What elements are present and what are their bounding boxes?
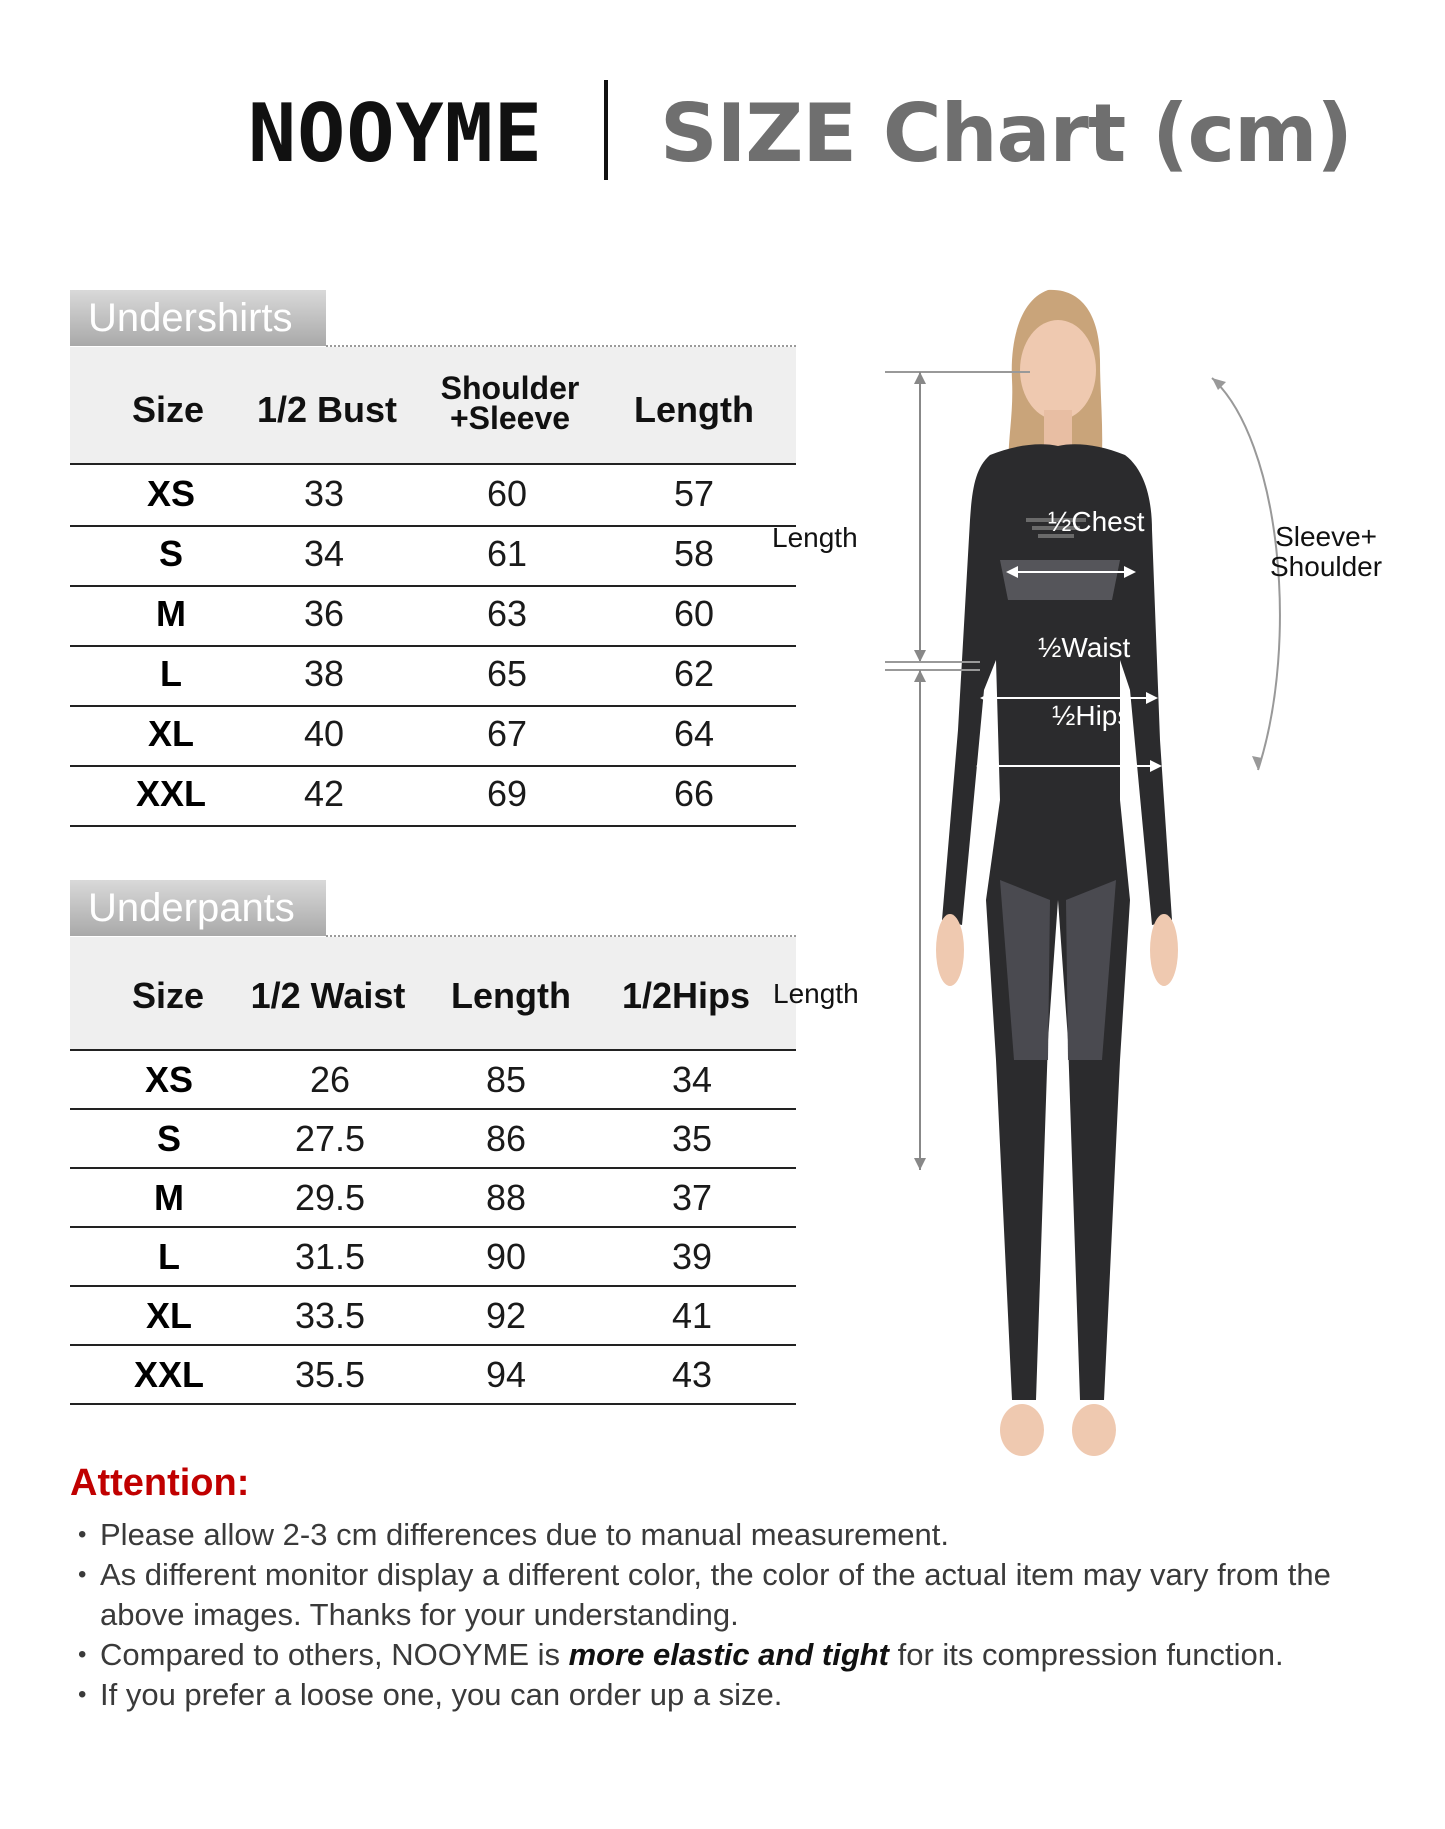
- table-row: [70, 645, 796, 707]
- length-cell: 90: [485, 1236, 527, 1277]
- length-cell: 86: [485, 1118, 527, 1159]
- shoulder-sleeve-cell: 60: [486, 473, 528, 514]
- waist-cell: 35.5: [294, 1354, 366, 1395]
- size-cell: S: [158, 533, 184, 574]
- hips-cell: 37: [671, 1177, 713, 1218]
- waist-cell: 27.5: [294, 1118, 366, 1159]
- chest-label: ½Chest: [1048, 506, 1145, 537]
- col-header-size: Size: [131, 975, 205, 1016]
- table-row: [70, 1346, 796, 1405]
- size-cell: XL: [147, 713, 195, 754]
- length-cell: 58: [673, 533, 715, 574]
- note-item: • If you prefer a loose one, you can order up a size.: [78, 1675, 1398, 1715]
- hips-cell: 41: [671, 1295, 713, 1336]
- attention-notes: [78, 1515, 1398, 1715]
- size-cell: XL: [145, 1295, 193, 1336]
- table-row: [70, 585, 796, 647]
- col-header-shoulder-sleeve: Shoulder +Sleeve: [440, 370, 580, 436]
- length-cell: 64: [673, 713, 715, 754]
- table-row: [70, 1169, 796, 1228]
- length-cell: 66: [673, 773, 715, 814]
- note-item: • Please allow 2-3 cm differences due to manual measurement.: [78, 1515, 1398, 1555]
- hips-cell: 43: [671, 1354, 713, 1395]
- length-label-bottom: Length: [773, 978, 859, 1009]
- section-tab-undershirts: Undershirts: [70, 290, 326, 346]
- col-header-waist: 1/2 Waist: [250, 975, 406, 1016]
- note-text: for its compression function.: [889, 1637, 1284, 1672]
- size-cell: L: [160, 653, 182, 694]
- shoulder-sleeve-cell: 61: [486, 533, 528, 574]
- model-figure: [772, 260, 1400, 1500]
- length-cell: 94: [485, 1354, 527, 1395]
- shoulder-sleeve-cell: 63: [486, 593, 528, 634]
- table-row: [70, 1228, 796, 1287]
- size-cell: XXL: [133, 1354, 205, 1395]
- col-header-length: Length: [634, 389, 754, 430]
- bust-cell: 34: [303, 533, 345, 574]
- waist-cell: 26: [309, 1059, 351, 1100]
- size-cell: M: [156, 593, 186, 634]
- table-row: [70, 1287, 796, 1346]
- col-header-size: Size: [131, 389, 205, 430]
- table-row: [70, 465, 796, 527]
- col-header-hips: 1/2Hips: [621, 975, 751, 1016]
- section-tab-underpants: Underpants: [70, 880, 326, 936]
- size-cell: L: [158, 1236, 180, 1277]
- hips-label: ½Hips: [1052, 700, 1132, 731]
- table-row: [70, 1051, 796, 1110]
- note-item: • As different monitor display a different color, the color of the actual item may vary from the above images. Thanks for your understanding.: [78, 1555, 1398, 1635]
- size-cell: XS: [146, 473, 196, 514]
- bust-cell: 40: [303, 713, 345, 754]
- shoulder-sleeve-cell: 67: [486, 713, 528, 754]
- bust-cell: 33: [303, 473, 345, 514]
- table-header-band: [70, 347, 796, 463]
- length-cell: 92: [485, 1295, 527, 1336]
- length-cell: 85: [485, 1059, 527, 1100]
- brand-logo: NOOYME: [248, 87, 543, 180]
- col-header-bust: 1/2 Bust: [256, 389, 398, 430]
- bust-cell: 36: [303, 593, 345, 634]
- table-row: [70, 525, 796, 587]
- bust-cell: 38: [303, 653, 345, 694]
- waist-cell: 29.5: [294, 1177, 366, 1218]
- size-cell: M: [154, 1177, 184, 1218]
- hips-cell: 35: [671, 1118, 713, 1159]
- length-label-top: Length: [772, 522, 858, 553]
- header: [0, 0, 1445, 210]
- size-cell: S: [156, 1118, 182, 1159]
- note-text: Compared to others, NOOYME is: [100, 1637, 569, 1672]
- shoulder-sleeve-cell: 65: [486, 653, 528, 694]
- length-cell: 62: [673, 653, 715, 694]
- length-cell: 57: [673, 473, 715, 514]
- shoulder-sleeve-cell: 69: [486, 773, 528, 814]
- table-row: [70, 705, 796, 767]
- header-divider: [604, 80, 608, 180]
- col-header-length: Length: [451, 975, 571, 1016]
- bust-cell: 42: [303, 773, 345, 814]
- note-item: [78, 1635, 1398, 1675]
- table-row: [70, 1110, 796, 1169]
- waist-label: ½Waist: [1038, 632, 1131, 663]
- model-illustration: [800, 260, 1400, 1500]
- length-cell: 60: [673, 593, 715, 634]
- waist-cell: 31.5: [294, 1236, 366, 1277]
- table-row: [70, 765, 796, 827]
- attention-title: Attention:: [70, 1462, 250, 1504]
- hips-cell: 39: [671, 1236, 713, 1277]
- hips-cell: 34: [671, 1059, 713, 1100]
- waist-cell: 33.5: [294, 1295, 366, 1336]
- length-cell: 88: [485, 1177, 527, 1218]
- page-title: SIZE Chart (cm): [660, 87, 1352, 180]
- note-emphasis: more elastic and tight: [568, 1637, 890, 1672]
- size-cell: XXL: [135, 773, 207, 814]
- size-cell: XS: [144, 1059, 194, 1100]
- table-header-band: [70, 937, 796, 1049]
- sleeve-shoulder-label: Sleeve+ Shoulder: [1270, 521, 1383, 582]
